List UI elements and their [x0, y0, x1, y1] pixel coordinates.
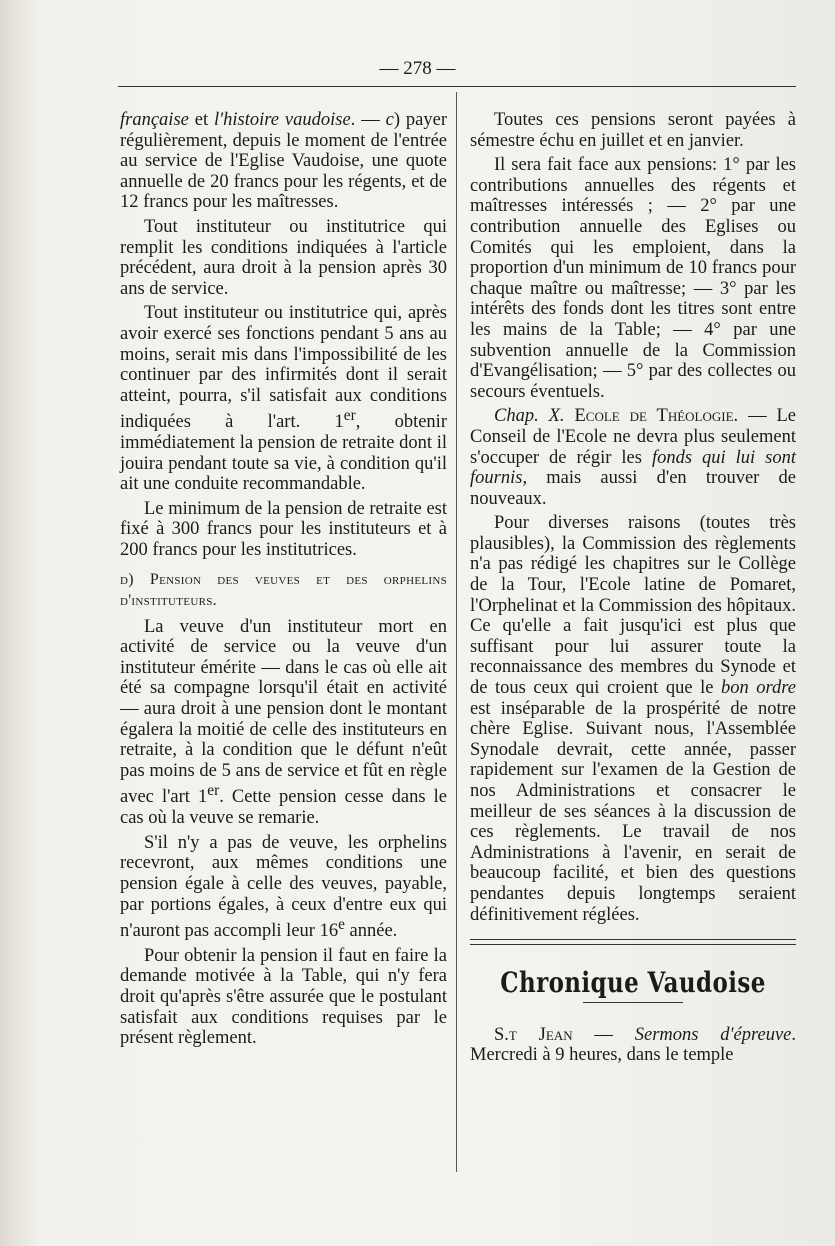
paragraph: Tout instituteur ou institutrice qui, après avoir exercé ses fonctions pendant 5 ans au moins, serait mis dans l'impossibilité de les continuer par des infirmités dont il serait atteint, pourra, s'il satisfait aux conditions indiquées à l'art. 1er, obtenir immédiatement la pension de retraite dont il jouira pendant toute sa vie, à condition qu'il ait une conduite recommandable. — [120, 303, 447, 495]
double-rule-divider — [470, 939, 796, 945]
paragraph: française et l'histoire vaudoise. — c) payer régulièrement, depuis le moment de l'entrée au service de l'Eglise Vaudoise, une quote annuelle de 20 francs pour les régents, et de 12 francs pour les maîtresses. — [120, 110, 448, 213]
column-divider — [456, 92, 457, 1172]
paragraph: Le minimum de la pension de retraite est fixé à 300 francs pour les instituteurs et à 200 francs pour les institutrices. — [120, 498, 447, 561]
paragraph: Chap. X. Ecole de Théologie. — Le Conseil de l'Ecole ne devra plus seulement s'occuper de régir les fonds qui lui sont fournis, mais aussi d'en trouver de nouveaux. — [470, 406, 797, 509]
paragraph: Pour obtenir la pension il faut en faire la demande motivée à la Table, qui n'y fera droit qu'après s'être assurée que le postulant satisfait aux conditions requises par le présent règlement. — [120, 945, 447, 1049]
left-column — [120, 110, 447, 1053]
paragraph: S.t Jean — Sermons d'épreuve. Mercredi à 9 heures, dans le temple — [470, 1024, 796, 1066]
paragraph: Toutes ces pensions seront payées à sémestre échu en juillet et en janvier. — [470, 110, 796, 151]
paragraph: Tout instituteur ou institutrice qui remplit les conditions indiquées à l'article précédent, aura droit à la pension après 30 ans de service. — [120, 216, 447, 299]
section-subheading: d) Pension des veuves et des orphelins d'instituteurs. — [120, 570, 447, 609]
paragraph: Pour diverses raisons (toutes très plausibles), la Commission des règlements n'a pas rédigé les chapitres sur le Collège de la Tour, l'Ecole latine de Pomaret, l'Orphelinat et la Commission des hôpitaux. Ce qu'elle a fait jusqu'ici est plus que suffisant pour lui assurer toute la reconnaissance des membres du Synode et de tous ceux qui croient que le bon ordre est inséparable de la prospérité de notre chère Eglise. Suivant nous, l'Assemblée Synodale devrait, cette année, passer rapidement sur l'examen de la Gestion de nos Administrations et consacrer le meilleur de ses séances à la discussion de ces règlements. Le travail de nos Administrations à l'avenir, en serait de beaucoup facilité, et bien des questions pendantes depuis longtemps seraient définitivement réglées. — [470, 513, 796, 925]
page-number: — 278 — — [379, 58, 456, 79]
paragraph: S'il n'y a pas de veuve, les orphelins recevront, aux mêmes conditions une pension égale à celle des veuves, payable, par portions égales, à ceux d'entre eux qui n'auront pas accompli leur 16e année. — [120, 832, 447, 942]
paragraph: Il sera fait face aux pensions: 1° par les contributions annuelles des régents et maîtresses intéressés ; — 2° par une contribution annuelle des Eglises ou Comités qui les emploient, dans la proportion d'un minimum de 10 francs pour chaque maître ou maîtresse; — 3° par les intérêts des fonds dont les titres sont entre les mains de la Table; — 4° par une subvention annuelle de la Commission d'Evangélisation; — 5° par des collectes ou secours éventuels. — [470, 155, 796, 402]
title-underline — [583, 1002, 683, 1003]
paragraph: La veuve d'un instituteur mort en activité de service ou la veuve d'un instituteur émérite — dans le cas où elle ait été sa compagne lorsqu'il était en activité — aura droit à une pension dont le montant égalera la moitié de celle des instituteurs en retraite, à la condition que le défunt n'eût pas moins de 5 ans de service et fût en règle avec l'art 1er. Cette pension cesse dans le cas où la veuve se remarie. — [120, 616, 447, 829]
section-title: Chronique Vaudoise — [500, 966, 766, 1000]
header-rule — [118, 86, 796, 87]
right-column — [470, 110, 796, 1070]
